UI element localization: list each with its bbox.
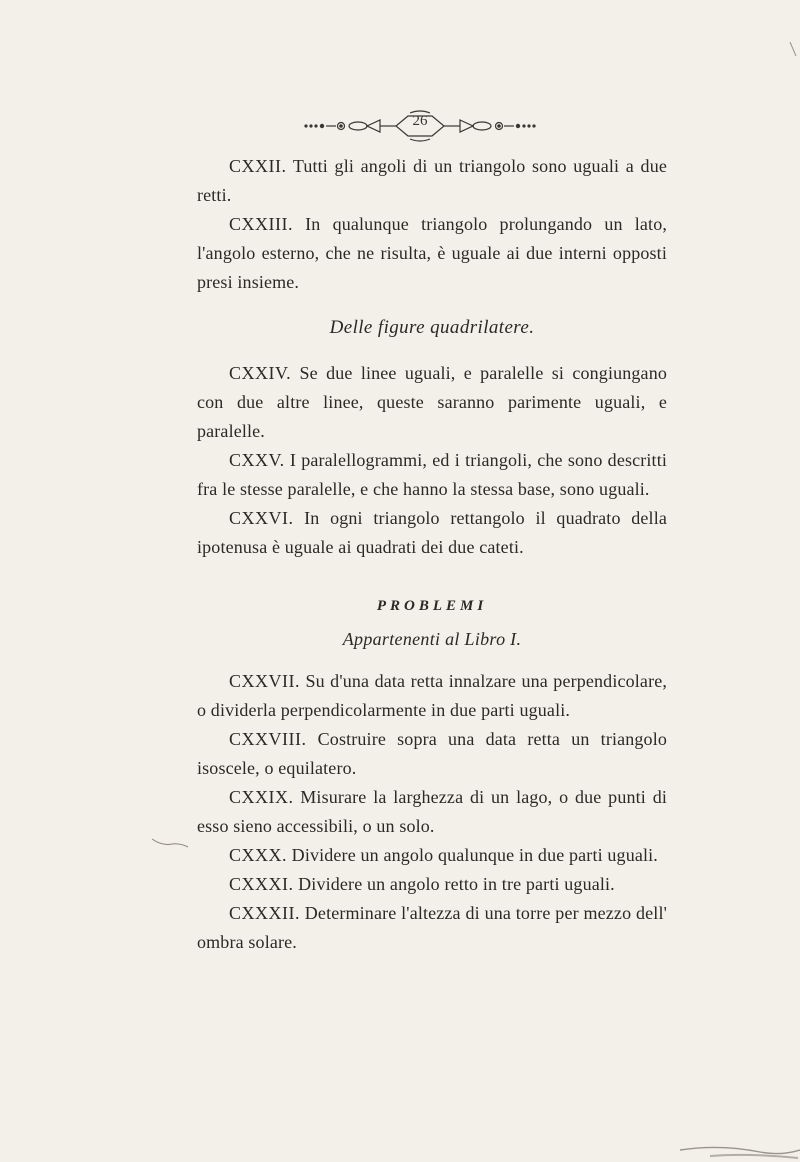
paragraph-text: Misurare la larghezza di un lago, o due punti di esso sieno accessibili, o un solo. — [197, 787, 667, 836]
paragraph-text: Determinare l'altezza di una torre per mezzo dell' ombra solare. — [197, 903, 667, 952]
paragraph — [197, 504, 667, 562]
paragraph-number: CXXXII. — [229, 903, 300, 923]
paragraph-text: I paralellogrammi, ed i triangoli, che sono descritti fra le stesse paralelle, e che hanno la stessa base, sono uguali. — [197, 450, 668, 499]
paragraph-number: CXXII. — [229, 156, 287, 176]
paragraph-number: CXXIII. — [229, 214, 293, 234]
paragraph-number: CXXVIII. — [229, 729, 307, 749]
paragraph — [197, 899, 667, 957]
paragraph — [197, 152, 667, 210]
paragraph-text: Dividere un angolo retto in tre parti uguali. — [298, 874, 615, 894]
paragraph — [197, 783, 667, 841]
paragraph — [197, 446, 667, 504]
paragraph-text: Dividere un angolo qualunque in due parti uguali. — [291, 845, 658, 865]
paragraph — [197, 359, 667, 446]
paragraph-number: CXXIX. — [229, 787, 294, 807]
paper-edge-mark — [680, 1120, 800, 1162]
paragraph-text: Su d'una data retta innalzare una perpendicolare, o dividerla perpendicolarmente in due parti uguali. — [197, 671, 667, 720]
paper-mark — [150, 836, 190, 850]
paper-edge-mark — [788, 40, 798, 60]
paragraph-text: Tutti gli angoli di un triangolo sono uguali a due retti. — [197, 156, 667, 205]
paragraph — [197, 841, 667, 870]
paragraph — [197, 210, 667, 297]
paragraph — [197, 667, 667, 725]
paragraph-text: In qualunque triangolo prolungando un lato, l'angolo esterno, che ne risulta, è uguale ai due interni opposti presi insieme. — [197, 214, 668, 292]
paragraph-number: CXXVII. — [229, 671, 300, 691]
section-heading: Delle figure quadrilatere. — [329, 317, 535, 338]
page-body — [197, 152, 667, 957]
paragraph-text: Se due linee uguali, e paralelle si congiungano con due altre linee, queste saranno parimente uguali, e paralelle. — [197, 363, 667, 441]
paragraph-number: CXXV. — [229, 450, 285, 470]
paragraph-text: In ogni triangolo rettangolo il quadrato della ipotenusa è uguale ai quadrati dei due cateti. — [197, 508, 667, 557]
problemi-title: PROBLEMI — [376, 598, 488, 614]
paragraph-number: CXXXI. — [229, 874, 294, 894]
paragraph-number: CXXVI. — [229, 508, 294, 528]
page-number: 26 — [412, 113, 428, 129]
paragraph-text: Costruire sopra una data retta un triangolo isoscele, o equilatero. — [197, 729, 668, 778]
paragraph — [197, 870, 667, 899]
paragraph-number: CXXIV. — [229, 363, 292, 383]
paragraph — [197, 725, 667, 783]
paragraph-number: CXXX. — [229, 845, 288, 865]
problemi-subtitle: Appartenenti al Libro I. — [342, 629, 522, 649]
page-header-ornament — [300, 108, 540, 142]
